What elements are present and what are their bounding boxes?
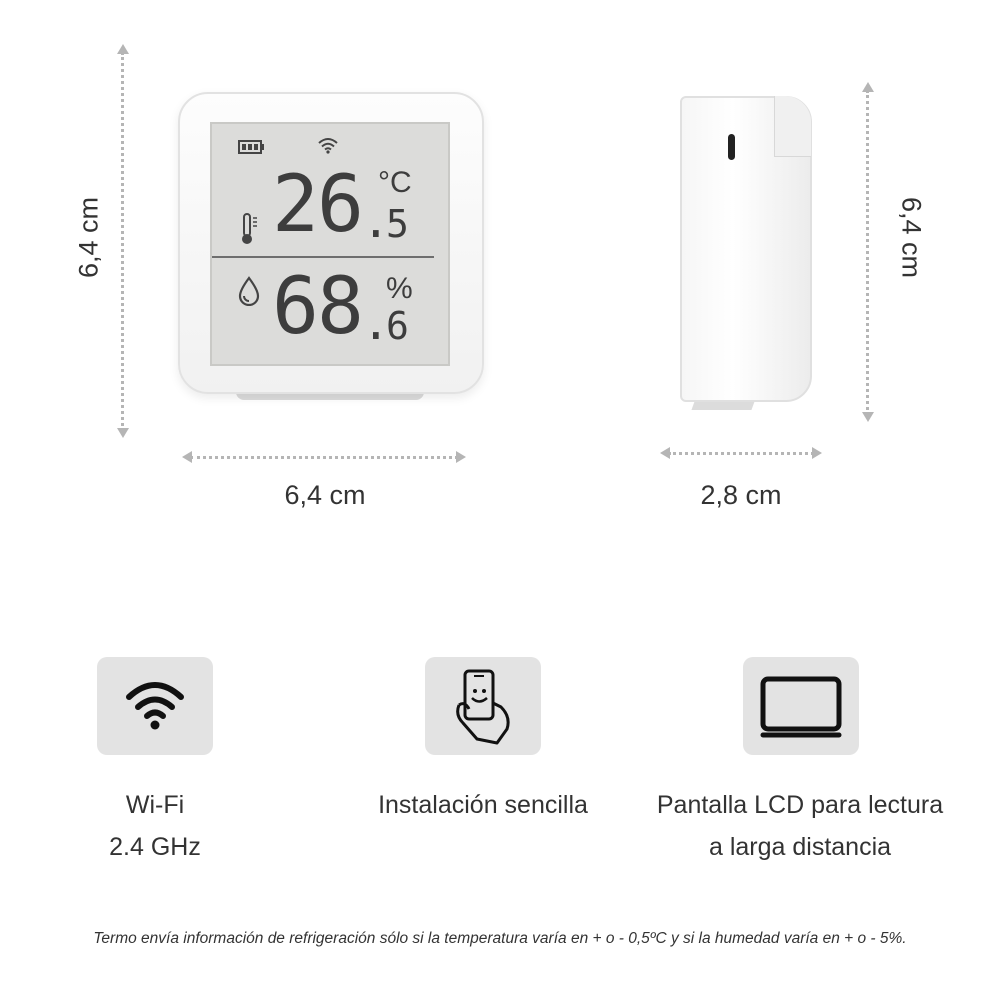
temperature-decimal: 5: [386, 202, 409, 246]
device-side-panel: [774, 96, 811, 157]
wifi-icon: [125, 679, 185, 731]
device-side-slot: [728, 134, 735, 160]
feature-wifi-box: [97, 657, 213, 755]
feature-install-label: [340, 784, 626, 826]
front-height-dimension-line: [121, 52, 124, 432]
arrow-down-icon: [117, 428, 129, 438]
humidity-main: 68: [272, 262, 362, 352]
feature-install-box: [425, 657, 541, 755]
arrow-right-icon: [456, 451, 466, 463]
feature-install-line1: Instalación sencilla: [378, 791, 588, 819]
humidity-dot: .: [362, 296, 390, 350]
lcd-divider: [212, 256, 434, 258]
water-drop-icon: [238, 276, 260, 306]
thermometer-icon: [238, 212, 260, 246]
temperature-main: 26: [272, 160, 362, 250]
phone-in-hand-icon: [453, 667, 515, 747]
arrow-up-icon: [117, 44, 129, 54]
feature-lcd-label: [630, 784, 970, 868]
arrow-down-icon: [862, 412, 874, 422]
feature-wifi-line1: Wi-Fi: [125, 791, 185, 819]
front-width-dimension-line: [190, 456, 458, 459]
feature-lcd-line2: a larga distancia: [708, 833, 892, 861]
temperature-unit: °C: [378, 166, 412, 199]
feature-lcd-line1: Pantalla LCD para lectura: [656, 791, 944, 819]
temperature-dot: .: [362, 194, 390, 248]
battery-icon: [238, 140, 266, 154]
humidity-unit: %: [386, 272, 413, 305]
footnote: Termo envía información de refrigeración sólo si la temperatura varía en + o - 0,5ºC y si la humedad varía en + o - 5%.: [93, 930, 907, 947]
feature-wifi-line2: 2.4 GHz: [109, 833, 201, 861]
front-width-label: 6,4 cm: [284, 480, 366, 510]
side-depth-label: 2,8 cm: [700, 480, 782, 510]
humidity-decimal: 6: [386, 304, 409, 348]
wifi-icon: [317, 136, 339, 154]
side-depth-dimension-line: [668, 452, 814, 455]
feature-lcd-box: [743, 657, 859, 755]
arrow-right-icon: [812, 447, 822, 459]
feature-wifi-label: [55, 784, 255, 868]
arrow-left-icon: [660, 447, 670, 459]
arrow-left-icon: [182, 451, 192, 463]
arrow-up-icon: [862, 82, 874, 92]
lcd-screen-icon: [759, 675, 843, 739]
front-height-label: 6,4 cm: [73, 196, 104, 279]
side-height-dimension-line: [866, 90, 869, 416]
side-height-label: 6,4 cm: [896, 196, 927, 279]
